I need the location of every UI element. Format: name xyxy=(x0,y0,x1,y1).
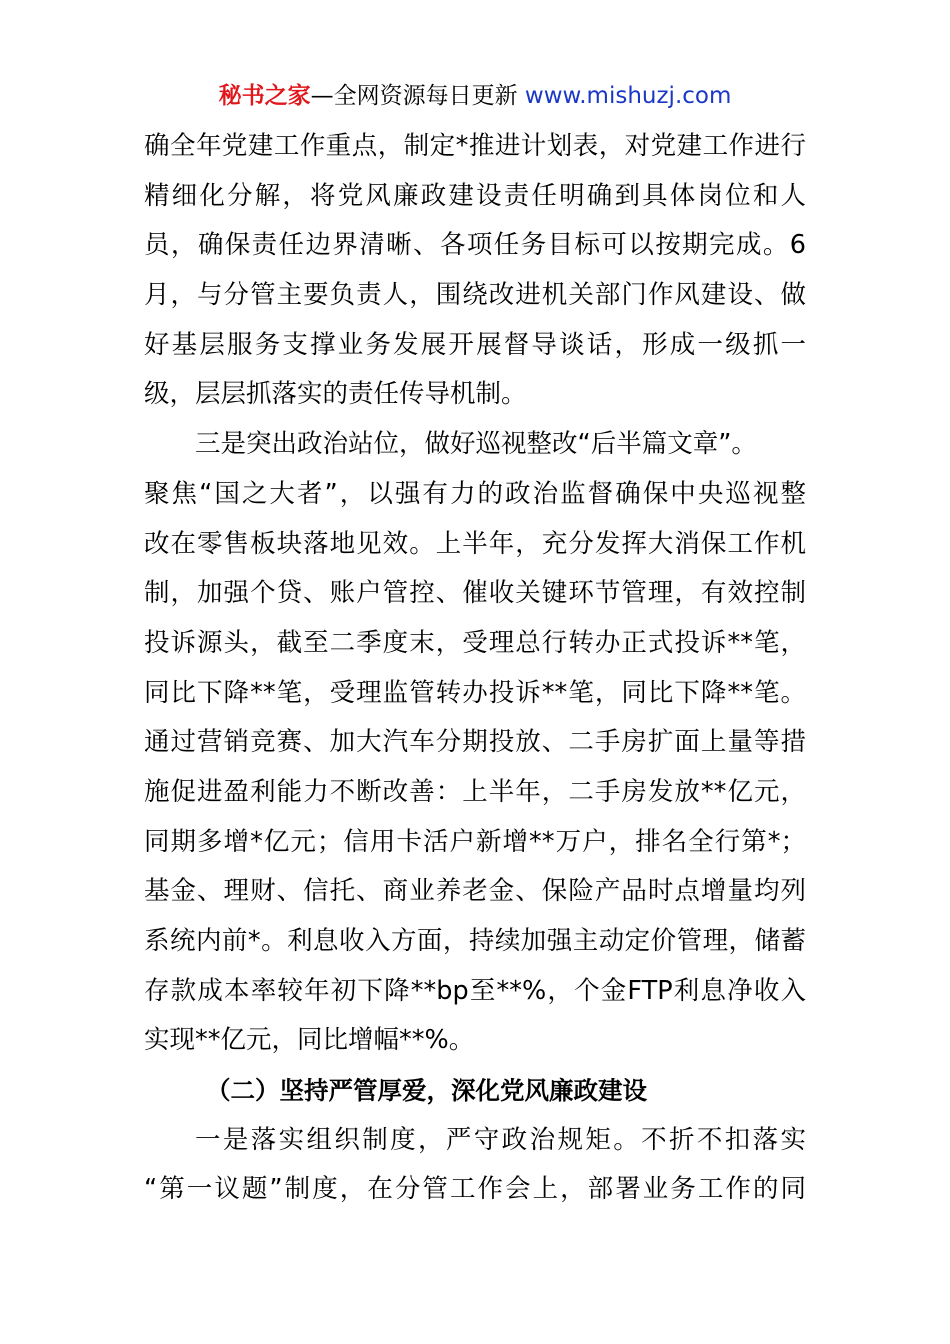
body-line: 系统内前*。利息收入方面，持续加强主动定价管理，储蓄 xyxy=(144,926,806,956)
body-line: 通过营销竞赛、加大汽车分期投放、二手房扩面上量等措 xyxy=(144,727,806,758)
paragraph-start-line: 三是突出政治站位，做好巡视整改“后半篇文章”。 xyxy=(195,429,757,460)
section-heading: （二）坚持严管厚爱，深化党风廉政建设 xyxy=(206,1076,647,1106)
body-line: 好基层服务支撑业务发展开展督导谈话，形成一级抓一 xyxy=(144,329,806,360)
body-line: 同期多增*亿元；信用卡活户新增**万户，排名全行第*； xyxy=(144,826,806,857)
body-line: 聚焦“国之大者”，以强有力的政治监督确保中央巡视整 xyxy=(144,478,806,509)
body-line: 投诉源头，截至二季度末，受理总行转办正式投诉**笔， xyxy=(144,627,806,658)
body-line: 同比下降**笔，受理监管转办投诉**笔，同比下降**笔。 xyxy=(144,677,806,708)
site-brand: 秘书之家 xyxy=(218,83,311,109)
body-line: 确全年党建工作重点，制定*推进计划表，对党建工作进行 xyxy=(144,131,806,161)
body-line: 级，层层抓落实的责任传导机制。 xyxy=(144,379,527,410)
body-line: 精细化分解，将党风廉政建设责任明确到具体岗位和人 xyxy=(144,180,806,211)
site-header xyxy=(0,80,950,112)
body-line: 存款成本率较年初下降**bp至**%，个金FTP利息净收入 xyxy=(144,975,806,1006)
document-body xyxy=(144,122,806,1215)
body-line: 实现**亿元，同比增幅**%。 xyxy=(144,1025,475,1056)
body-line: 制，加强个贷、账户管控、催收关键环节管理，有效控制 xyxy=(144,578,806,609)
body-line: 改在零售板块落地见效。上半年，充分发挥大消保工作机 xyxy=(144,528,806,559)
body-line: 基金、理财、信托、商业养老金、保险产品时点增量均列 xyxy=(144,876,806,907)
body-line: 月，与分管主要负责人，围绕改进机关部门作风建设、做 xyxy=(144,280,806,311)
paragraph-start-line: 一是落实组织制度，严守政治规矩。不折不扣落实 xyxy=(195,1124,806,1155)
body-line: 施促进盈利能力不断改善：上半年，二手房发放**亿元， xyxy=(144,776,806,807)
site-tagline: —全网资源每日更新 xyxy=(310,83,518,109)
body-line: “第一议题”制度，在分管工作会上，部署业务工作的同 xyxy=(144,1174,806,1205)
site-url-link[interactable]: www.mishuzj.com xyxy=(524,83,732,109)
body-line: 员，确保责任边界清晰、各项任务目标可以按期完成。6 xyxy=(144,230,806,261)
